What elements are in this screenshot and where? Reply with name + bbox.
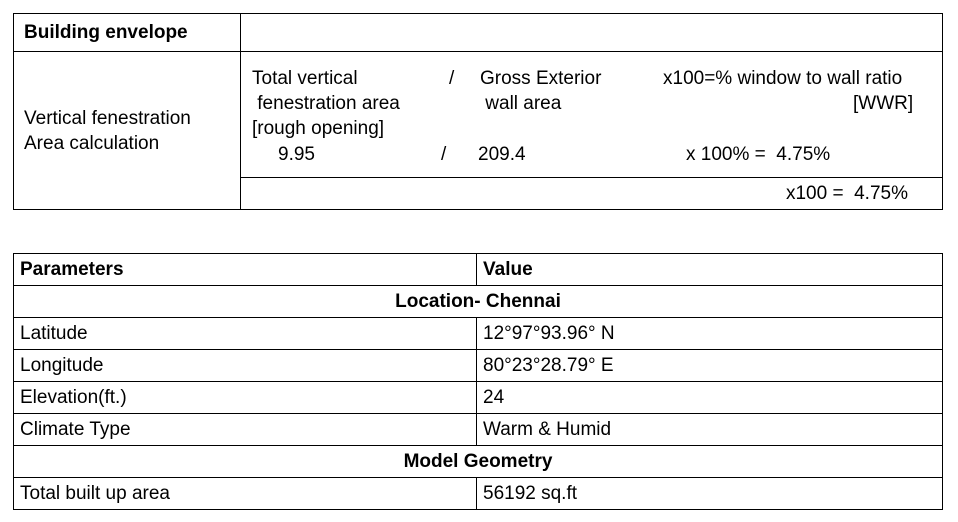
building-envelope-table <box>13 13 943 210</box>
table-row <box>14 350 943 382</box>
fenestration-label-line1: Vertical fenestration <box>24 107 191 129</box>
header-parameters: Parameters <box>14 254 477 286</box>
value-numerator: 9.95 <box>278 144 315 165</box>
header-value: Value <box>477 254 943 286</box>
formula-line2: [WWR] <box>853 93 914 114</box>
division-slash: / <box>449 68 455 89</box>
parameters-table <box>13 253 943 510</box>
fenestration-label-line2: Area calculation <box>24 132 160 154</box>
param-cell: Total built up area <box>14 478 477 510</box>
final-result: x100 = 4.75% <box>241 178 943 210</box>
value-cell: 12°97°93.96° N <box>477 318 943 350</box>
param-cell: Longitude <box>14 350 477 382</box>
formula-line1: x100=% window to wall ratio <box>663 68 903 89</box>
wwr-calculation <box>241 52 943 178</box>
denominator-line2: wall area <box>480 93 562 114</box>
section-location: Location- Chennai <box>14 286 943 318</box>
value-denominator: 209.4 <box>478 144 526 165</box>
table-header-row <box>14 254 943 286</box>
denominator-line1: Gross Exterior <box>480 68 602 89</box>
param-cell: Latitude <box>14 318 477 350</box>
value-cell: 80°23°28.79° E <box>477 350 943 382</box>
value-result: x 100% = 4.75% <box>686 144 831 165</box>
section-model-geometry: Model Geometry <box>14 446 943 478</box>
envelope-header-empty <box>241 14 943 52</box>
table-row <box>14 478 943 510</box>
param-cell: Climate Type <box>14 414 477 446</box>
table-row <box>14 414 943 446</box>
param-cell: Elevation(ft.) <box>14 382 477 414</box>
numerator-line3: [rough opening] <box>252 118 385 139</box>
table-row <box>14 318 943 350</box>
numerator-line2: fenestration area <box>252 93 400 114</box>
value-slash: / <box>441 144 447 165</box>
table-row <box>14 382 943 414</box>
value-cell: 56192 sq.ft <box>477 478 943 510</box>
numerator-line1: Total vertical <box>252 68 358 89</box>
value-cell: 24 <box>477 382 943 414</box>
envelope-header: Building envelope <box>14 14 241 52</box>
value-cell: Warm & Humid <box>477 414 943 446</box>
fenestration-label <box>14 52 241 210</box>
